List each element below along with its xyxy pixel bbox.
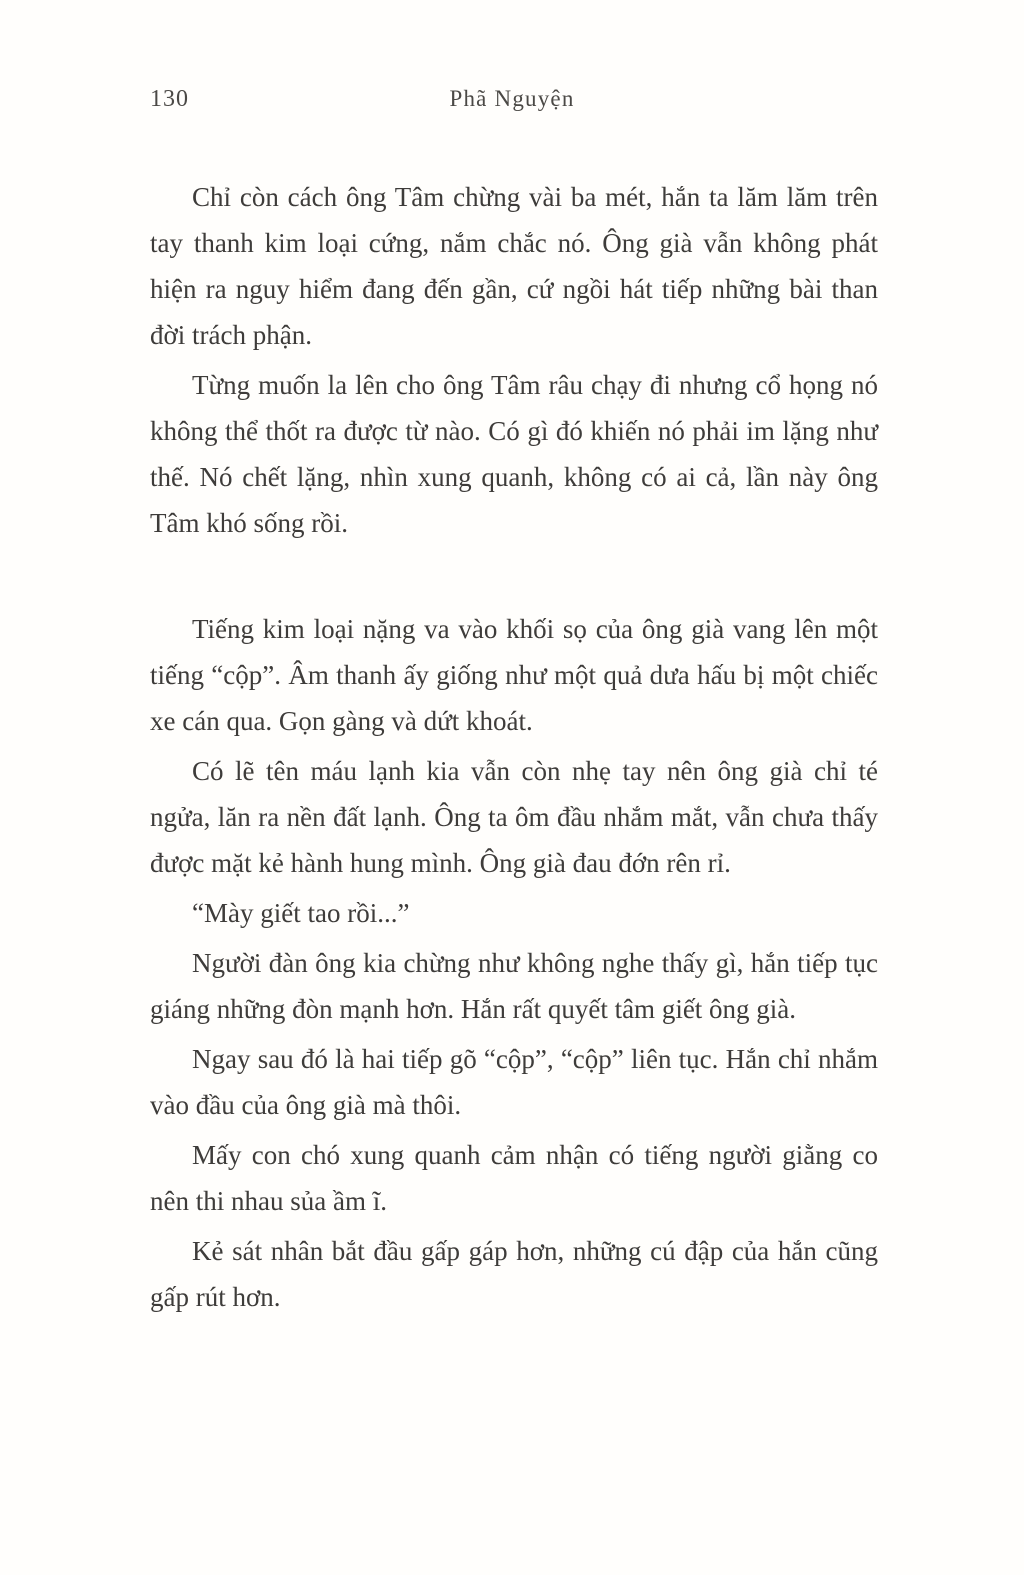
paragraph-9: Kẻ sát nhân bắt đầu gấp gáp hơn, những cú đập của hắn cũng gấp rút hơn.: [150, 1236, 878, 1312]
page-number: 130: [150, 86, 189, 112]
paragraph-8: Mấy con chó xung quanh cảm nhận có tiếng người giằng co nên thi nhau sủa ầm ĩ.: [150, 1140, 878, 1216]
page-header: [0, 0, 1024, 118]
paragraph-5: “Mày giết tao rồi...”: [192, 898, 410, 928]
paragraph-2: Từng muốn la lên cho ông Tâm râu chạy đi nhưng cổ họng nó không thể thốt ra được từ nào. Có gì đó khiến nó phải im lặng như thế. Nó chết lặng, nhìn xung quanh, không có ai cả, lần này ông Tâm khó sống rồi.: [150, 370, 878, 538]
paragraph-7: Ngay sau đó là hai tiếp gõ “cộp”, “cộp” liên tục. Hắn chỉ nhắm vào đầu của ông già mà thôi.: [150, 1044, 878, 1120]
paragraph-4: Có lẽ tên máu lạnh kia vẫn còn nhẹ tay nên ông già chỉ té ngửa, lăn ra nền đất lạnh. Ông ta ôm đầu nhắm mắt, vẫn chưa thấy được mặt kẻ hành hung mình. Ông già đau đớn rên rỉ.: [150, 756, 878, 878]
paragraph-1: Chỉ còn cách ông Tâm chừng vài ba mét, hắn ta lăm lăm trên tay thanh kim loại cứng, nắm chắc nó. Ông già vẫn không phát hiện ra nguy hiểm đang đến gần, cứ ngồi hát tiếp những bài than đời trách phận.: [150, 182, 878, 350]
page-body: [0, 118, 1024, 1320]
paragraph-3: Tiếng kim loại nặng va vào khối sọ của ông già vang lên một tiếng “cộp”. Âm thanh ấy giống như một quả dưa hấu bị một chiếc xe cán qua. Gọn gàng và dứt khoát.: [150, 614, 878, 736]
paragraph-6: Người đàn ông kia chừng như không nghe thấy gì, hắn tiếp tục giáng những đòn mạnh hơn. Hắn rất quyết tâm giết ông già.: [150, 948, 878, 1024]
running-header-title: Phã Nguyện: [449, 86, 575, 111]
